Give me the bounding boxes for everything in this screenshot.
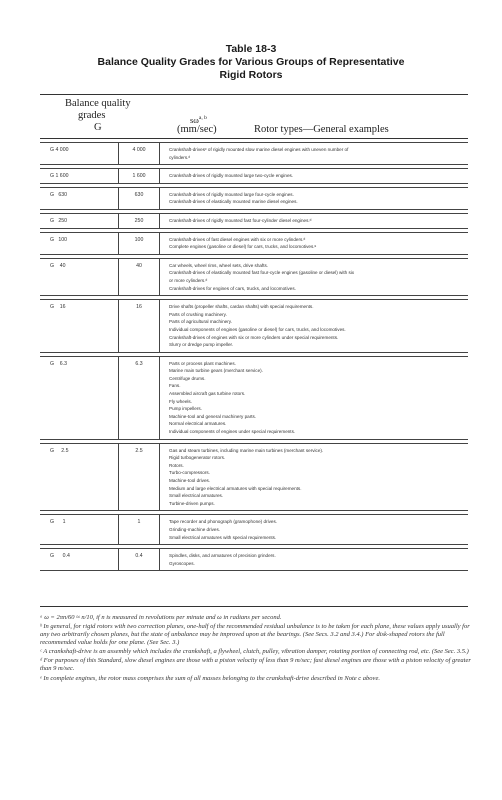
example-line: Complete engines (gasoline or diesel) for cars, trucks, and locomotives.ᵉ bbox=[169, 244, 317, 250]
examples-cell bbox=[160, 444, 468, 511]
examples-cell bbox=[160, 357, 468, 439]
example-line: Small electrical armatures. bbox=[169, 493, 224, 499]
example-line: cylinders.ᵈ bbox=[169, 154, 191, 160]
table-row bbox=[40, 514, 468, 545]
example-line: Slurry or dredge pump impeller. bbox=[169, 342, 234, 348]
example-line: or more cylinders.ᵈ bbox=[169, 277, 208, 283]
examples-cell bbox=[160, 214, 468, 228]
value-header-unit: (mm/sec) bbox=[177, 124, 217, 135]
example-line: Gas and steam turbines, including marine main turbines (merchant service). bbox=[169, 447, 324, 453]
example-line: Crankshaft-drives for engines of cars, trucks, and locomotives. bbox=[169, 285, 296, 291]
examples-header: Rotor types—General examples bbox=[254, 124, 389, 135]
grade-cell: G 16 bbox=[50, 304, 66, 311]
grade-cell: G 4 000 bbox=[50, 147, 69, 153]
example-line: Pump impellers. bbox=[169, 406, 202, 412]
examples-cell bbox=[160, 233, 468, 254]
example-line: Crankshaft-drives of rigidly mounted large two-cycle engines. bbox=[169, 173, 294, 179]
footnote: ᵇ In general, for rigid rotors with two correction planes, one-half of the recommended residual unbalance is to be taken for each plane, these values apply usually for any two arbitrarily chosen planes, but the state of unbalance may be improved upon at the bearings. (See Secs. 3.2 and 3.4.) For disk-shaped rotors the full recommended value holds for one plane. (See Sec. 3.) bbox=[40, 623, 470, 646]
value-cell: 250 bbox=[118, 214, 160, 228]
value-header-sup: a, b bbox=[198, 115, 207, 121]
example-line: Crankshaft-drives of elastically mounted fast four-cycle engines (gasoline or diesel) with six bbox=[169, 270, 355, 276]
value-cell: 100 bbox=[118, 233, 160, 254]
examples-cell bbox=[160, 143, 468, 164]
example-line: Fans. bbox=[169, 383, 181, 389]
value-cell: 630 bbox=[118, 188, 160, 209]
examples-cell bbox=[160, 549, 468, 570]
table-title-line2: Rigid Rotors bbox=[219, 69, 283, 81]
table-row bbox=[40, 213, 468, 229]
example-line: Parts of agricultural machinery. bbox=[169, 319, 232, 325]
header-top-rule bbox=[40, 94, 468, 95]
value-header-omega: sω bbox=[190, 114, 199, 125]
value-cell: 1 bbox=[118, 515, 160, 544]
table-number: Table 18-3 bbox=[225, 43, 277, 55]
footnote: ᵈ For purposes of this Standard, slow diesel engines are those with a piston velocity of less than 9 m/sec; fast diesel engines are those with a piston velocity of greater than 9 m/sec. bbox=[40, 657, 471, 673]
example-line: Machine-tool and general machinery parts. bbox=[169, 413, 257, 419]
example-line: Crankshaft-drives of fast diesel engines with six or more cylinders.ᵈ bbox=[169, 236, 306, 242]
table-row bbox=[40, 187, 468, 210]
example-line: Assembled aircraft gas turbine rotors. bbox=[169, 391, 246, 397]
table-row bbox=[40, 232, 468, 255]
footnotes bbox=[40, 614, 472, 684]
example-line: Spindles, disks, and armatures of precision grinders. bbox=[169, 553, 276, 559]
example-line: Crankshaft-drives of rigidly mounted large four-cycle engines. bbox=[169, 191, 294, 197]
grade-table-body bbox=[40, 142, 468, 574]
grade-cell: G 40 bbox=[50, 262, 66, 269]
footnote: ᵉ In complete engines, the rotor mass comprises the sum of all masses belonging to the crankshaft-drive described in Note c above. bbox=[40, 674, 380, 682]
examples-cell bbox=[160, 259, 468, 295]
example-line: Turbine-driven pumps. bbox=[169, 500, 215, 506]
example-line: Marine main turbine gears (merchant service). bbox=[169, 368, 263, 374]
table-row bbox=[40, 443, 468, 512]
example-line: Machine-tool drives. bbox=[169, 478, 211, 483]
grade-cell: G 100 bbox=[50, 236, 68, 243]
grade-header-line1: Balance quality bbox=[65, 98, 131, 109]
footnote: ᶜ A crankshaft-drive is an assembly which includes the crankshaft, a flywheel, clutch, pulley, vibration damper, rotating portion of connecting rod, etc. (See Sec. 3.5.) bbox=[40, 648, 469, 656]
example-line: Crankshaft-drives of engines with six or more cylinders under special requirements. bbox=[169, 334, 339, 340]
example-line: Small electrical armatures with special requirements. bbox=[169, 534, 277, 540]
example-line: Rigid turbogenerator rotors. bbox=[169, 455, 226, 461]
table-row bbox=[40, 258, 468, 296]
example-line: Rotors. bbox=[169, 462, 184, 468]
example-line: Tape recorder and phonograph (gramophone) drives. bbox=[169, 519, 278, 525]
header-bottom-rule bbox=[40, 138, 468, 139]
grade-cell: G 0.4 bbox=[50, 553, 70, 560]
example-line: Parts of crushing machinery. bbox=[169, 311, 227, 317]
example-line: Car wheels, wheel rims, wheel sets, drive shafts. bbox=[169, 262, 269, 268]
grade-cell: G 630 bbox=[50, 191, 68, 198]
value-cell: 1 600 bbox=[118, 169, 160, 183]
grade-cell: G 2.5 bbox=[50, 447, 69, 454]
value-cell: 16 bbox=[118, 300, 160, 352]
value-cell: 2.5 bbox=[118, 444, 160, 511]
example-line: Turbo-compressors. bbox=[169, 470, 210, 476]
examples-cell bbox=[160, 300, 468, 352]
grade-header-line3: G bbox=[94, 122, 102, 133]
example-line: Parts or process plant machines. bbox=[169, 360, 236, 366]
table-end-rule bbox=[40, 606, 468, 607]
table-title-line1: Balance Quality Grades for Various Groups of Representative bbox=[97, 56, 405, 68]
example-line: Crankshaft-drivesᶜ of rigidly mounted slow marine diesel engines with uneven number of bbox=[169, 147, 349, 152]
grade-cell: G 250 bbox=[50, 217, 68, 224]
grade-cell: G 1 600 bbox=[50, 173, 69, 180]
example-line: Normal electrical armatures. bbox=[169, 421, 227, 427]
footnote: ᵃ ω = 2πn/60 ≈ n/10, if n is measured in revolutions per minute and ω in radians per second. bbox=[40, 614, 282, 621]
value-cell: 0.4 bbox=[118, 549, 160, 570]
example-line: Individual components of engines (gasoline or diesel) for cars, trucks, and locomotives. bbox=[169, 326, 346, 332]
table-row bbox=[40, 142, 468, 165]
grade-header-line2: grades bbox=[78, 110, 106, 121]
examples-cell bbox=[160, 188, 468, 209]
value-cell: 6.3 bbox=[118, 357, 160, 439]
table-row bbox=[40, 548, 468, 571]
examples-cell bbox=[160, 169, 468, 183]
example-line: Grinding-machine drives. bbox=[169, 526, 221, 532]
grade-cell: G 6.3 bbox=[50, 360, 68, 367]
table-row bbox=[40, 299, 468, 353]
example-line: Drive shafts (propeller shafts, cardan shafts) with special requirements. bbox=[169, 304, 314, 310]
example-line: Crankshaft-drives of rigidly mounted fast four-cylinder diesel engines.ᵈ bbox=[169, 217, 312, 223]
value-cell: 4 000 bbox=[118, 143, 160, 164]
table-row bbox=[40, 356, 468, 440]
example-line: Individual components of engines under special requirements. bbox=[169, 429, 296, 435]
grade-cell: G 1 bbox=[50, 519, 66, 526]
value-cell: 40 bbox=[118, 259, 160, 295]
example-line: Medium and large electrical armatures with special requirements. bbox=[169, 485, 302, 491]
table-row bbox=[40, 168, 468, 184]
example-line: Gyroscopes. bbox=[169, 560, 195, 566]
example-line: Fly wheels. bbox=[169, 398, 192, 404]
example-line: Crankshaft-drives of elastically mounted marine diesel engines. bbox=[169, 199, 298, 205]
example-line: Centrifuge drums. bbox=[169, 375, 206, 381]
examples-cell bbox=[160, 515, 468, 544]
